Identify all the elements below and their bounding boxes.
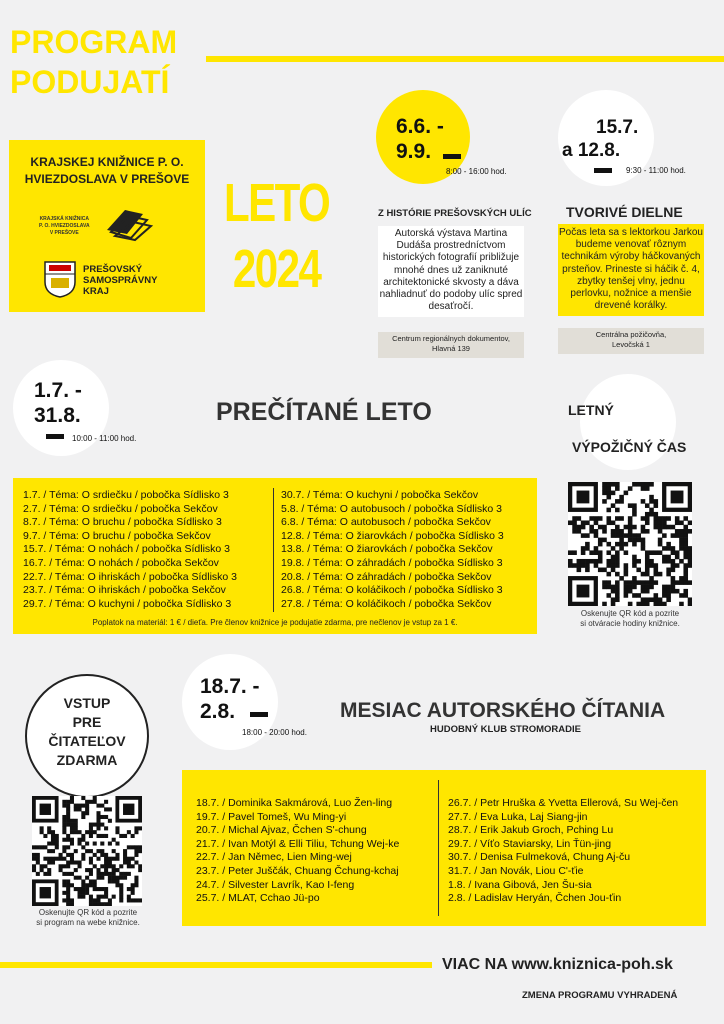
- mesiac-schedule: [182, 770, 706, 926]
- mesiac-divider: [438, 780, 439, 916]
- letny-qr-caption: Oskenujte QR kód a pozrite si otváracie hodiny knižnice.: [580, 609, 680, 628]
- mesiac-col1: [196, 797, 399, 906]
- footer-note: ZMENA PROGRAMU VYHRADENÁ: [522, 990, 678, 1001]
- list-item: 26.7. / Petr Hruška & Yvetta Ellerová, Su Wej-čen: [448, 797, 679, 809]
- list-item: 26.8. / Téma: O koláčikoch / pobočka Sídlisko 3: [281, 584, 503, 597]
- list-item: 12.8. / Téma: O žiarovkách / pobočka Sídlisko 3: [281, 529, 504, 542]
- list-item: 24.7. / Silvester Lavrík, Kao I-feng: [196, 878, 355, 891]
- precitane-date-marker: [46, 434, 64, 439]
- list-item: 27.8. / Téma: O koláčikoch / pobočka Sekčov: [281, 597, 492, 610]
- title-line-2: PODUJATÍ: [10, 64, 170, 100]
- footer-rule: [0, 962, 432, 968]
- mesiac-hours: 18:00 - 20:00 hod.: [242, 728, 307, 737]
- opening-hours-qr-code[interactable]: [568, 482, 692, 606]
- header-rule: [206, 56, 724, 62]
- workshops-date-marker: [594, 168, 612, 173]
- precitane-fee-note: Poplatok na materiál: 1 € / dieťa. Pre členov knižnice je podujatie zdarma, pre nečlenov je vstup za 1 €.: [92, 618, 458, 627]
- list-item: 20.8. / Téma: O záhradách / pobočka Sekčov: [281, 570, 492, 583]
- history-date: 6.6. - 9.9.: [396, 115, 444, 163]
- list-item: 22.7. / Jan Němec, Lien Ming-wej: [196, 851, 352, 864]
- library-logo-text: KRAJSKÁ KNIŽNICA P. O. HVIEZDOSLAVA V PREŠOVE: [39, 216, 90, 236]
- library-title: KRAJSKEJ KNIŽNICE P. O. HVIEZDOSLAVA V PREŠOVE: [24, 155, 190, 186]
- list-item: 22.7. / Téma: O ihriskách / pobočka Sídlisko 3: [23, 570, 237, 583]
- precitane-schedule: [13, 478, 537, 634]
- list-item: 13.8. / Téma: O žiarovkách / pobočka Sekčov: [281, 543, 493, 556]
- list-item: 29.7. / Téma: O kuchyni / pobočka Sídlisko 3: [23, 597, 232, 610]
- list-item: 16.7. / Téma: O nohách / pobočka Sekčov: [23, 556, 219, 569]
- free-entry-text: VSTUP PRE ČITATEĽOV ZDARMA: [48, 695, 126, 768]
- list-item: 15.7. / Téma: O nohách / pobočka Sídlisko 3: [23, 543, 231, 556]
- mesiac-date-marker: [250, 712, 268, 717]
- history-location: Centrum regionálnych dokumentov, Hlavná 139: [378, 332, 524, 358]
- precitane-hours: 10:00 - 11:00 hod.: [72, 434, 137, 443]
- workshops-hours: 9:30 - 11:00 hod.: [626, 166, 686, 175]
- letny-line-2: VÝPOŽIČNÝ ČAS: [572, 439, 687, 455]
- mesiac-date: 18.7. - 2.8.: [200, 675, 260, 723]
- list-item: 31.7. / Jan Novák, Liou C'-ťie: [448, 864, 584, 877]
- list-item: 23.7. / Peter Juščák, Chuang Čchung-kchaj: [196, 864, 399, 877]
- page-title: [10, 22, 177, 102]
- program-qr-code[interactable]: [32, 796, 142, 906]
- mesiac-subtitle: HUDOBNÝ KLUB STROMORADIE: [430, 724, 581, 735]
- precitane-title: PREČÍTANÉ LETO: [216, 398, 432, 426]
- list-item: 20.7. / Michal Ajvaz, Čchen S'-chung: [196, 824, 367, 837]
- list-item: 23.7. / Téma: O ihriskách / pobočka Sekčov: [23, 584, 226, 597]
- letny-line-1: LETNÝ: [568, 402, 614, 418]
- list-item: 9.7. / Téma: O bruchu / pobočka Sekčov: [23, 529, 211, 542]
- list-item: 1.8. / Ivana Gibová, Jen Šu-sia: [448, 878, 592, 891]
- letny-circle: [580, 374, 676, 470]
- list-item: 25.7. / MLAT, Cchao Jü-po: [196, 892, 320, 905]
- region-name: PREŠOVSKÝ SAMOSPRÁVNY KRAJ: [83, 264, 158, 297]
- list-item: 30.7. / Denisa Fulmeková, Chung Aj-ču: [448, 851, 631, 864]
- precitane-col1: [23, 489, 237, 611]
- list-item: 29.7. / Víťo Staviarsky, Lin Ťün-jing: [448, 837, 612, 850]
- list-item: 2.8. / Ladislav Heryán, Čchen Jou-ťin: [448, 892, 622, 905]
- list-item: 19.8. / Téma: O záhradách / pobočka Sídlisko 3: [281, 556, 503, 569]
- title-line-1: PROGRAM: [10, 24, 178, 60]
- list-item: 1.7. / Téma: O srdiečku / pobočka Sídlisko 3: [23, 489, 229, 501]
- list-item: 27.7. / Eva Luka, Laj Siang-jin: [448, 810, 588, 823]
- list-item: 19.7. / Pavel Tomeš, Wu Ming-yi: [196, 810, 347, 823]
- history-hours: 8:00 - 16:00 hod.: [446, 167, 507, 176]
- workshops-location: Centrálna požičovňa, Levočská 1: [558, 328, 704, 354]
- leto-2024: LETO 2024: [223, 173, 330, 299]
- list-item: 28.7. / Erik Jakub Groch, Pching Lu: [448, 824, 614, 837]
- precitane-divider: [273, 488, 274, 612]
- list-item: 6.8. / Téma: O autobusoch / pobočka Sekčov: [281, 516, 491, 529]
- workshops-date: 15.7. a 12.8.: [562, 117, 639, 161]
- mesiac-col2: [448, 797, 678, 906]
- vstup-qr-caption: Oskenujte QR kód a pozrite si program na webe knižnice.: [36, 908, 140, 927]
- list-item: 8.7. / Téma: O bruchu / pobočka Sídlisko 3: [23, 516, 222, 529]
- list-item: 18.7. / Dominika Sakmárová, Luo Žen-ling: [196, 797, 393, 809]
- region-coat-of-arms-icon: [43, 260, 77, 298]
- workshops-title: TVORIVÉ DIELNE: [566, 204, 683, 220]
- mesiac-title: MESIAC AUTORSKÉHO ČÍTANIA: [340, 699, 666, 722]
- list-item: 21.7. / Ivan Motýl & Elli Tiliu, Tchung Wej-ke: [196, 837, 400, 850]
- library-box: [9, 140, 205, 312]
- footer-website[interactable]: VIAC NA www.kniznica-poh.sk: [442, 956, 673, 973]
- list-item: 2.7. / Téma: O srdiečku / pobočka Sekčov: [23, 502, 218, 515]
- precitane-date: 1.7. - 31.8.: [34, 379, 82, 427]
- history-title: Z HISTÓRIE PREŠOVSKÝCH ULÍC: [378, 208, 532, 219]
- list-item: 30.7. / Téma: O kuchyni / pobočka Sekčov: [281, 489, 479, 501]
- list-item: 5.8. / Téma: O autobusoch / pobočka Sídlisko 3: [281, 502, 503, 515]
- history-description: Autorská výstava Martina Dudáša prostredníctvom historických fotografií približuje mnohé dnes už zaniknuté architektonické skvosty a dáva nahliadnuť do podoby ulíc spred desaťročí.: [378, 226, 524, 317]
- history-date-marker: [443, 154, 461, 159]
- precitane-col2: [281, 489, 504, 611]
- library-book-logo-icon: [105, 202, 155, 242]
- workshops-description: Počas leta sa s lektorkou Jarkou budeme venovať rôznym technikám výroby háčkovaných prsteňov. Prineste si háčik č. 4, zbytky tenšej vlny, jednu perlovku, nožnice a menšie drevené korálky.: [558, 224, 704, 316]
